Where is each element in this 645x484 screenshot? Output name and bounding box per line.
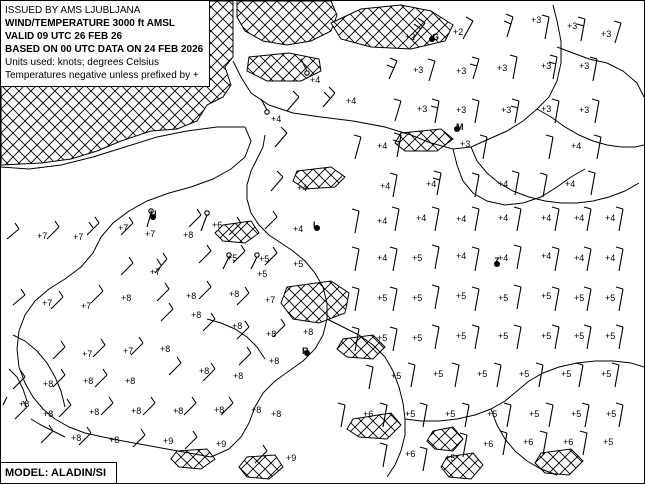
temperature-label: +3 — [531, 15, 542, 25]
temperature-label: +5 — [605, 331, 616, 341]
temperature-label: +5 — [377, 333, 388, 343]
header-line-0: ISSUED BY AMS LJUBLJANA — [5, 5, 141, 16]
temperature-label: +3 — [579, 61, 590, 71]
header-line-5: Temperatures negative unless prefixed by + — [5, 70, 199, 81]
temperature-label: +3 — [497, 63, 508, 73]
temperature-label: +5 — [498, 331, 509, 341]
temperature-label: +4 — [605, 253, 616, 263]
temperature-label: +4 — [377, 253, 388, 263]
model-footer — [1, 462, 117, 483]
temperature-label: +4 — [571, 141, 582, 151]
temperature-label: +5 — [445, 453, 456, 463]
temperature-label: +8 — [232, 321, 243, 331]
temperature-label: +8 — [229, 289, 240, 299]
temperature-label: +8 — [183, 230, 194, 240]
header-line-2: VALID 09 UTC 26 FEB 26 — [5, 31, 123, 42]
temperature-label: +3 — [456, 105, 467, 115]
temperature-label: +8 — [214, 405, 225, 415]
temperature-label: +4 — [498, 253, 509, 263]
temperature-label: +4 — [498, 179, 509, 189]
temperature-label: +7 — [82, 349, 93, 359]
temperature-label: +8 — [89, 407, 100, 417]
temperature-label: +7 — [81, 301, 92, 311]
temperature-label: +5 — [606, 409, 617, 419]
temperature-label: +6 — [405, 449, 416, 459]
temperature-label: +4 — [416, 213, 427, 223]
temperature-label: +8 — [19, 399, 30, 409]
temperature-label: +4 — [346, 96, 357, 106]
temperature-label: +5 — [257, 269, 268, 279]
temperature-label: +4 — [293, 224, 304, 234]
temperature-label: +5 — [412, 293, 423, 303]
temperature-label: +5 — [391, 371, 402, 381]
temperature-label: +5 — [433, 369, 444, 379]
temperature-label: +8 — [269, 356, 280, 366]
temperature-label: +5 — [445, 409, 456, 419]
temperature-label: +9 — [286, 453, 297, 463]
station-label-z: Z — [494, 256, 500, 266]
temperature-label: +6 — [563, 437, 574, 447]
temperature-label: +5 — [574, 293, 585, 303]
temperature-label: +3 — [567, 21, 578, 31]
temperature-label: +7 — [150, 267, 161, 277]
temperature-label: +7 — [42, 298, 53, 308]
temperature-label: +9 — [216, 439, 227, 449]
temperature-label: +4 — [456, 214, 467, 224]
temperature-label: +4 — [605, 213, 616, 223]
temperature-label: +5 — [541, 331, 552, 341]
temperature-label: +3 — [541, 61, 552, 71]
temperature-label: +8 — [271, 409, 282, 419]
temperature-label: +7 — [265, 295, 276, 305]
header-line-4: Units used: knots; degrees Celsius — [5, 57, 159, 68]
temperature-label: +8 — [233, 371, 244, 381]
temperature-label: +8 — [131, 406, 142, 416]
temperature-label: +9 — [163, 436, 174, 446]
temperature-label: +5 — [603, 437, 614, 447]
header-line-3: BASED ON 00 UTC DATA ON 24 FEB 2026 — [5, 44, 204, 55]
header-line-1: WIND/TEMPERATURE 3000 ft AMSL — [5, 18, 176, 29]
temperature-label: +8 — [160, 344, 171, 354]
temperature-label: +3 — [460, 139, 471, 149]
temperature-label: +8 — [191, 310, 202, 320]
temperature-label: +8 — [43, 379, 54, 389]
temperature-label: +5 — [529, 409, 540, 419]
temperature-label: +8 — [125, 376, 136, 386]
temperature-label: +8 — [173, 406, 184, 416]
temperature-label: +8 — [71, 433, 82, 443]
temperature-label: +5 — [601, 369, 612, 379]
temperature-label: +4 — [541, 251, 552, 261]
temperature-label: +7 — [37, 231, 48, 241]
temperature-label: +5 — [605, 293, 616, 303]
temperature-label: +5 — [477, 369, 488, 379]
temperature-label: +4 — [310, 75, 321, 85]
temperature-label: +5 — [293, 259, 304, 269]
station-label-u: U — [150, 209, 157, 219]
temperature-label: +8 — [199, 366, 210, 376]
temperature-label: +5 — [498, 293, 509, 303]
station-label-g: G — [432, 32, 440, 42]
temperature-label: +8 — [109, 435, 120, 445]
temperature-label: +3 — [413, 65, 424, 75]
temperature-label: +5 — [519, 369, 530, 379]
temperature-label: +4 — [541, 213, 552, 223]
temperature-label: +6 — [363, 409, 374, 419]
temperature-label: +2 — [453, 27, 464, 37]
temperature-label: +3 — [417, 104, 428, 114]
temperature-label: +5 — [259, 254, 270, 264]
temperature-label: +4 — [456, 251, 467, 261]
temperature-label: +6 — [483, 439, 494, 449]
temperature-label: +7 — [73, 232, 84, 242]
temperature-label: +4 — [297, 183, 308, 193]
temperature-label: +5 — [456, 331, 467, 341]
temperature-label: +7 — [123, 346, 134, 356]
temperature-label: +5 — [377, 293, 388, 303]
temperature-label: +8 — [186, 291, 197, 301]
station-label-m: M — [456, 122, 464, 132]
temperature-label: +5 — [405, 409, 416, 419]
temperature-label: +8 — [303, 327, 314, 337]
temperature-label: +8 — [266, 329, 277, 339]
temperature-label: +3 — [501, 105, 512, 115]
temperature-label: +8 — [251, 405, 262, 415]
temperature-label: +4 — [377, 141, 388, 151]
temperature-label: +5 — [412, 253, 423, 263]
temperature-label: +3 — [541, 104, 552, 114]
temperature-label: +2 — [405, 32, 416, 42]
temperature-label: +5 — [574, 331, 585, 341]
temperature-label: +3 — [456, 66, 467, 76]
temperature-label: +6 — [523, 437, 534, 447]
temperature-label: +8 — [83, 376, 94, 386]
temperature-label: +4 — [565, 179, 576, 189]
temperature-label: +4 — [380, 181, 391, 191]
station-label-l: L — [313, 220, 319, 230]
temperature-label: +4 — [498, 213, 509, 223]
temperature-label: +3 — [579, 105, 590, 115]
temperature-label: +5 — [561, 369, 572, 379]
temperature-label: +5 — [487, 409, 498, 419]
temperature-label: +8 — [121, 293, 132, 303]
chart-header — [1, 1, 210, 87]
temperature-label: +7 — [145, 229, 156, 239]
temperature-label: +7 — [118, 223, 129, 233]
station-label-r: R — [302, 346, 309, 356]
temperature-label: +4 — [271, 114, 282, 124]
temperature-label: +5 — [456, 291, 467, 301]
temperature-label: +4 — [377, 216, 388, 226]
temperature-label: +5 — [412, 333, 423, 343]
temperature-label: +4 — [574, 213, 585, 223]
model-label: MODEL: ALADIN/SI — [5, 467, 107, 479]
temperature-label: +3 — [601, 29, 612, 39]
temperature-label: +5 — [541, 291, 552, 301]
temperature-label: +5 — [571, 409, 582, 419]
temperature-label: +6 — [212, 220, 223, 230]
temperature-label: +5 — [227, 253, 238, 263]
temperature-label: +4 — [574, 253, 585, 263]
temperature-label: +8 — [43, 409, 54, 419]
temperature-label: +4 — [426, 179, 437, 189]
